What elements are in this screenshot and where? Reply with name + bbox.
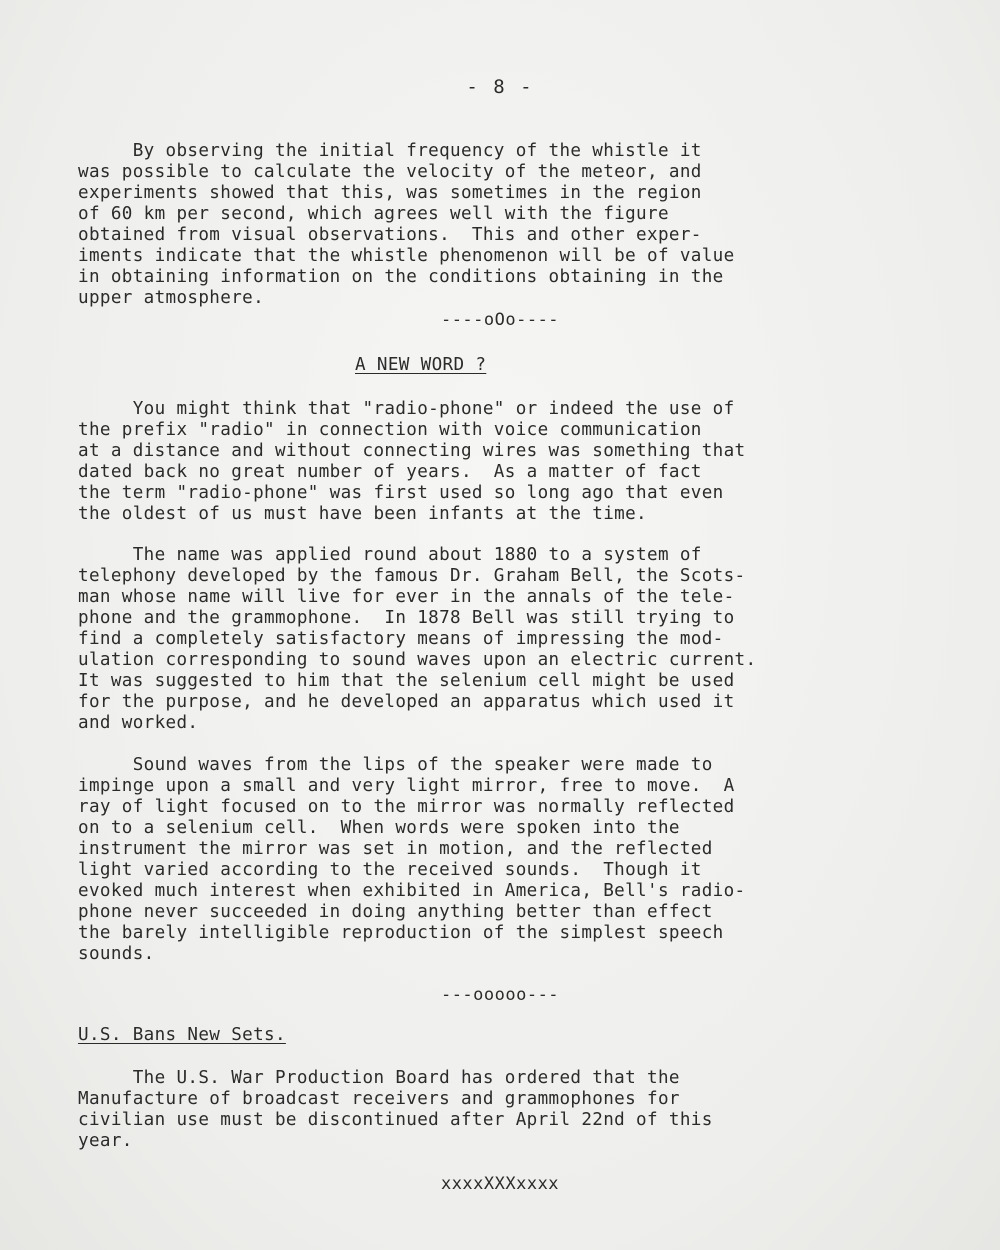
body-line: phone and the grammophone. In 1878 Bell was still trying to xyxy=(78,608,735,628)
body-line: the prefix "radio" in connection with voice communication xyxy=(78,420,702,440)
section-separator: ----oOo---- xyxy=(440,310,560,330)
body-line: experiments showed that this, was sometimes in the region xyxy=(78,183,702,203)
body-line: dated back no great number of years. As a matter of fact xyxy=(78,462,702,482)
body-line: of 60 km per second, which agrees well with the figure xyxy=(78,204,669,224)
body-line: telephony developed by the famous Dr. Graham Bell, the Scots- xyxy=(78,566,746,586)
body-line: man whose name will live for ever in the annals of the tele- xyxy=(78,587,735,607)
body-line: find a completely satisfactory means of impressing the mod- xyxy=(78,629,724,649)
body-line: upper atmosphere. xyxy=(78,288,265,308)
body-line: phone never succeeded in doing anything better than effect xyxy=(78,902,713,922)
body-line: the oldest of us must have been infants at the time. xyxy=(78,504,648,524)
body-line: on to a selenium cell. When words were spoken into the xyxy=(78,818,680,838)
body-line: the barely intelligible reproduction of the simplest speech xyxy=(78,923,724,943)
body-line: light varied according to the received sounds. Though it xyxy=(78,860,702,880)
body-line: was possible to calculate the velocity of the meteor, and xyxy=(78,162,702,182)
body-line: The U.S. War Production Board has ordered that the xyxy=(78,1068,680,1088)
section-heading: A NEW WORD ? xyxy=(355,355,487,375)
end-mark: xxxxXXXxxxx xyxy=(440,1174,560,1194)
section-separator: ---ooooo--- xyxy=(440,985,560,1005)
body-line: iments indicate that the whistle phenomenon will be of value xyxy=(78,246,735,266)
body-line: ulation corresponding to sound waves upon an electric current. xyxy=(78,650,757,670)
body-line: Sound waves from the lips of the speaker were made to xyxy=(78,755,713,775)
body-line: Manufacture of broadcast receivers and grammophones for xyxy=(78,1089,680,1109)
page-number: - 8 - xyxy=(466,76,534,98)
body-line: By observing the initial frequency of the whistle it xyxy=(78,141,702,161)
body-line: at a distance and without connecting wires was something that xyxy=(78,441,746,461)
body-line: year. xyxy=(78,1131,133,1151)
body-line: for the purpose, and he developed an apparatus which used it xyxy=(78,692,735,712)
body-line: You might think that "radio-phone" or indeed the use of xyxy=(78,399,735,419)
body-line: impinge upon a small and very light mirror, free to move. A xyxy=(78,776,735,796)
body-line: evoked much interest when exhibited in America, Bell's radio- xyxy=(78,881,746,901)
body-line: and worked. xyxy=(78,713,199,733)
body-line: The name was applied round about 1880 to a system of xyxy=(78,545,702,565)
body-line: the term "radio-phone" was first used so long ago that even xyxy=(78,483,724,503)
body-line: in obtaining information on the conditions obtaining in the xyxy=(78,267,724,287)
body-line: obtained from visual observations. This and other exper- xyxy=(78,225,702,245)
section-heading: U.S. Bans New Sets. xyxy=(78,1025,286,1045)
body-line: civilian use must be discontinued after April 22nd of this xyxy=(78,1110,713,1130)
body-line: It was suggested to him that the selenium cell might be used xyxy=(78,671,735,691)
body-line: ray of light focused on to the mirror was normally reflected xyxy=(78,797,735,817)
body-line: instrument the mirror was set in motion, and the reflected xyxy=(78,839,713,859)
body-line: sounds. xyxy=(78,944,155,964)
